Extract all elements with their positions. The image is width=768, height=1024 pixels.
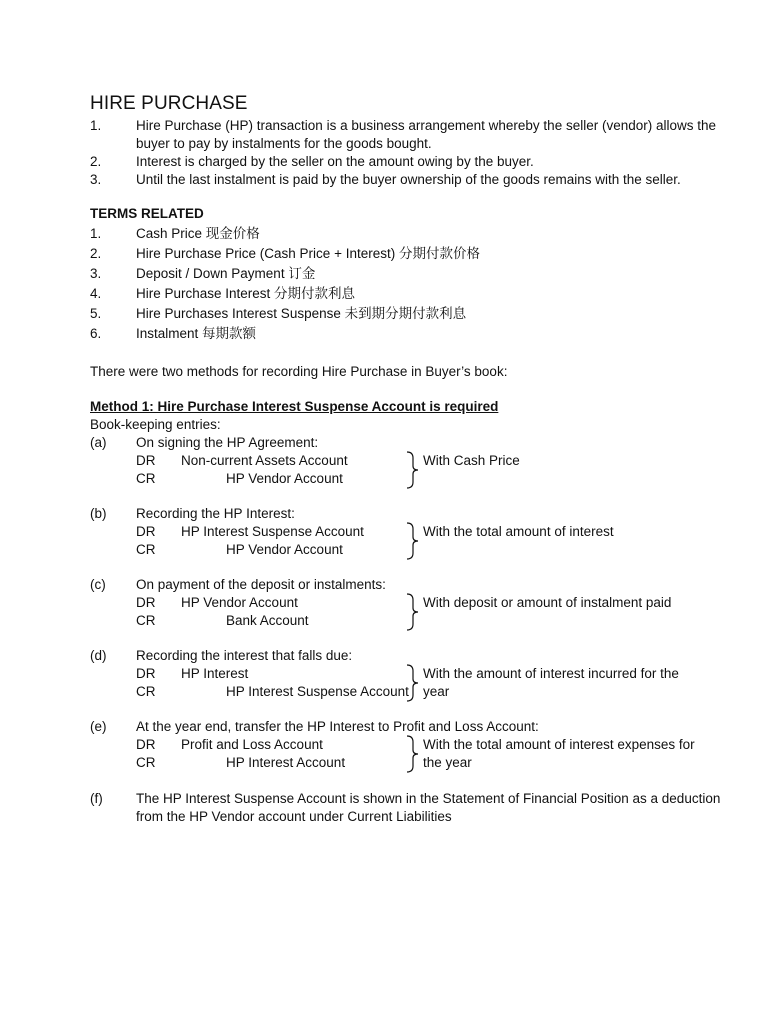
entry-note: With the total amount of interest [423,524,614,539]
intro-text: Hire Purchase (HP) transaction is a business arrangement whereby the seller (vendor) allows the [136,118,717,133]
terms-heading: TERMS RELATED [90,206,204,221]
term-number: 5. [90,306,102,321]
entry-label: (e) [90,719,107,734]
term-text: Cash Price 现金价格 [136,226,260,241]
credit-account: HP Vendor Account [226,471,343,486]
credit-account: Bank Account [226,613,309,628]
credit-account: HP Interest Account [226,755,346,770]
entry-note: With the total amount of interest expenses for [423,737,695,752]
entry-text: from the HP Vendor account under Current Liabilities [136,809,452,824]
entry-label: (c) [90,577,106,592]
credit-label: CR [136,755,156,770]
page-title: HIRE PURCHASE [90,93,248,114]
entry-note: With Cash Price [423,453,520,468]
intro-text: buyer to pay by instalments for the goods bought. [136,136,432,151]
entry-description: On payment of the deposit or instalments: [136,577,386,592]
right-brace-icon [403,664,419,702]
credit-label: CR [136,542,156,557]
debit-label: DR [136,524,156,539]
credit-label: CR [136,613,156,628]
term-number: 1. [90,226,102,241]
entry-description: On signing the HP Agreement: [136,435,319,450]
credit-label: CR [136,471,156,486]
debit-account: HP Vendor Account [181,595,298,610]
credit-account: HP Vendor Account [226,542,343,557]
entry-description: Recording the interest that falls due: [136,648,353,663]
intro-text: Until the last instalment is paid by the buyer ownership of the goods remains with the seller. [136,172,681,187]
entry-note: With the amount of interest incurred for the [423,666,679,681]
entry-label: (f) [90,791,103,806]
term-number: 4. [90,286,102,301]
debit-account: HP Interest Suspense Account [181,524,364,539]
entry-note: With deposit or amount of instalment paid [423,595,672,610]
entry-note: year [423,684,450,699]
entry-label: (d) [90,648,107,663]
term-number: 3. [90,266,102,281]
term-text: Hire Purchase Price (Cash Price + Interest) 分期付款价格 [136,246,480,261]
debit-account: HP Interest [181,666,249,681]
debit-label: DR [136,737,156,752]
right-brace-icon [403,522,419,560]
bookkeeping-label: Book-keeping entries: [90,417,221,432]
debit-account: Profit and Loss Account [181,737,323,752]
entry-description: At the year end, transfer the HP Interest to Profit and Loss Account: [136,719,539,734]
debit-label: DR [136,453,156,468]
credit-account: HP Interest Suspense Account [226,684,409,699]
entry-note: the year [423,755,472,770]
right-brace-icon [403,451,419,489]
debit-label: DR [136,595,156,610]
term-text: Deposit / Down Payment 订金 [136,266,316,281]
method1-heading: Method 1: Hire Purchase Interest Suspense Account is required [90,399,499,414]
intro-number: 1. [90,118,102,133]
intro-text: Interest is charged by the seller on the amount owing by the buyer. [136,154,534,169]
entry-label: (b) [90,506,107,521]
right-brace-icon [403,593,419,631]
intro-number: 2. [90,154,102,169]
term-text: Hire Purchase Interest 分期付款利息 [136,286,356,301]
term-text: Instalment 每期款额 [136,326,257,341]
entry-label: (a) [90,435,107,450]
debit-account: Non-current Assets Account [181,453,348,468]
debit-label: DR [136,666,156,681]
intro-number: 3. [90,172,102,187]
term-number: 6. [90,326,102,341]
entry-description: Recording the HP Interest: [136,506,295,521]
credit-label: CR [136,684,156,699]
entry-text: The HP Interest Suspense Account is shown in the Statement of Financial Position as a deduction [136,791,721,806]
term-number: 2. [90,246,102,261]
right-brace-icon [403,735,419,773]
term-text: Hire Purchases Interest Suspense 未到期分期付款利息 [136,306,467,321]
methods-intro: There were two methods for recording Hire Purchase in Buyer’s book: [90,364,508,379]
